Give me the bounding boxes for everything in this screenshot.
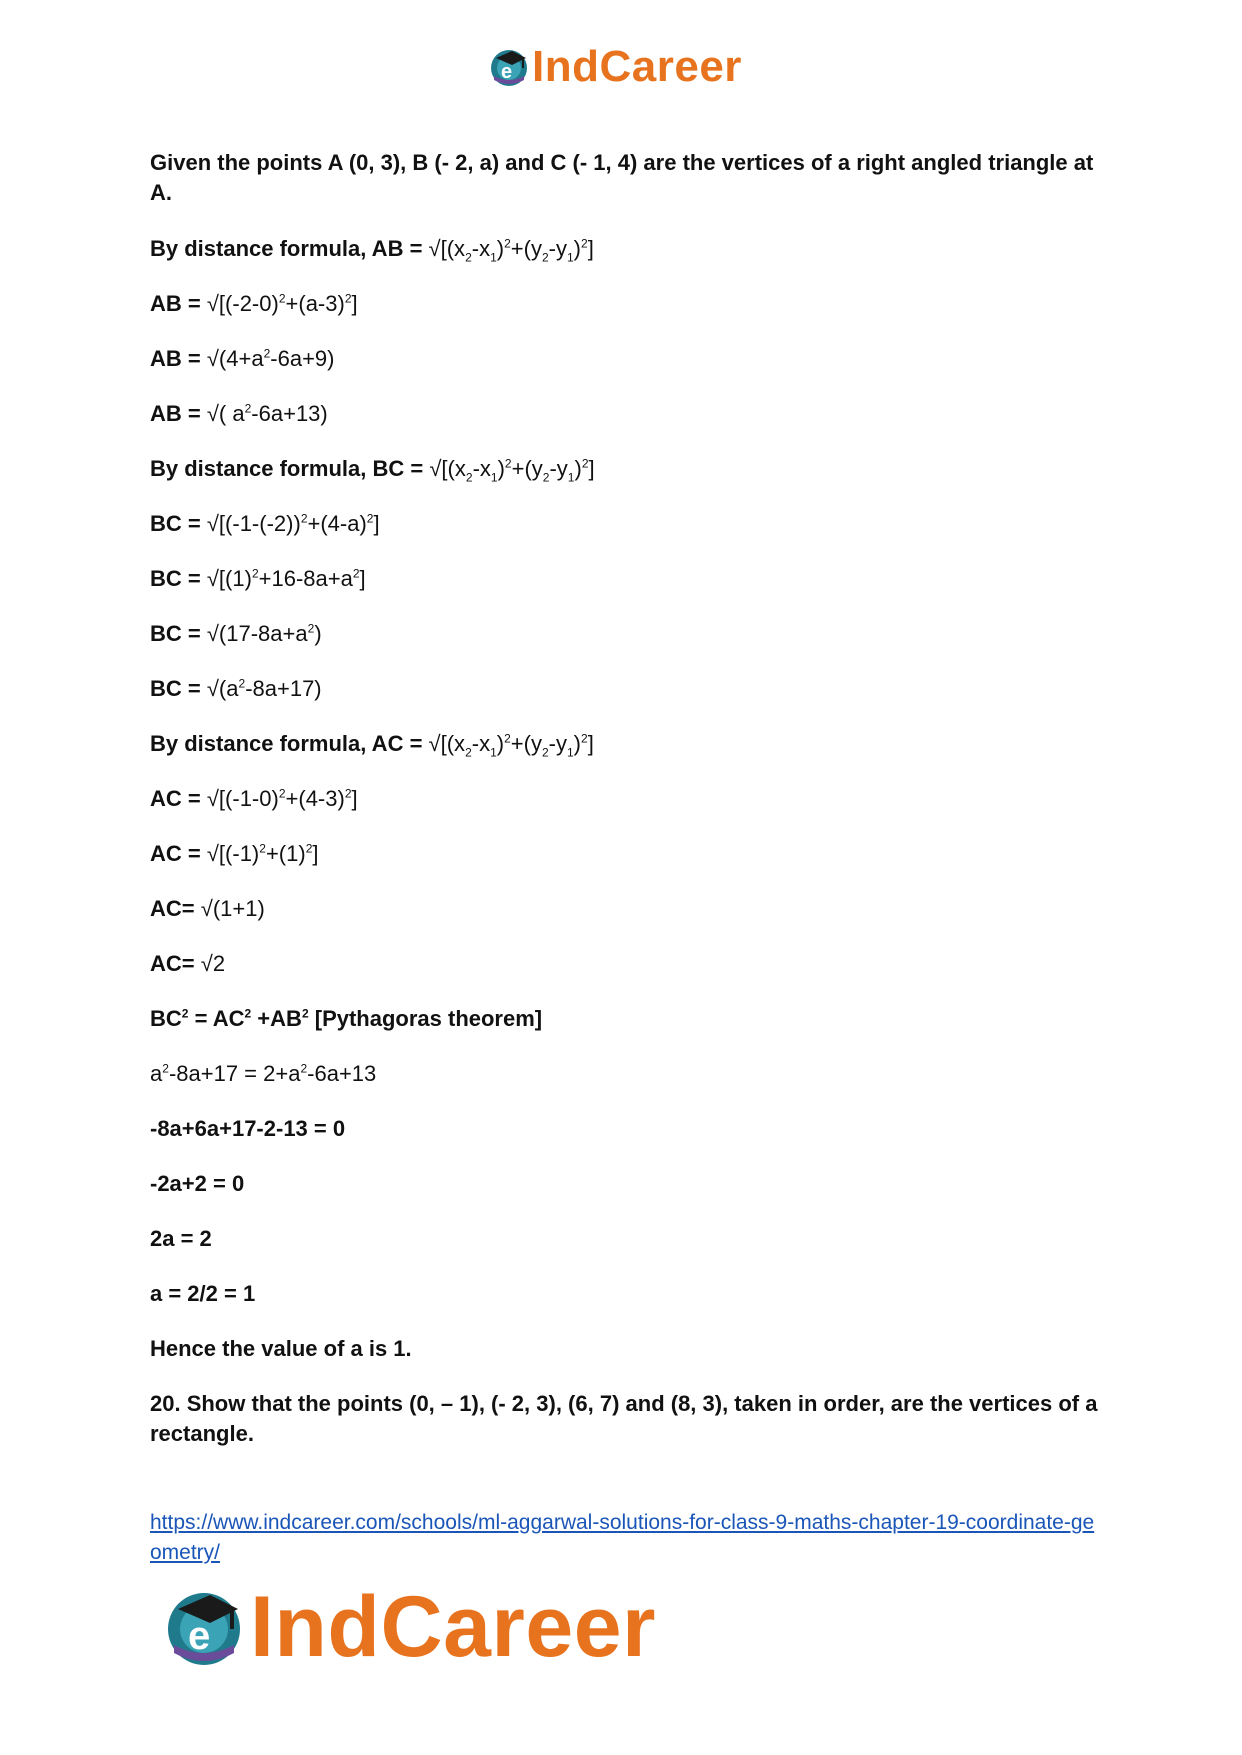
bc-step-2: BC = $√[(1)^2+16-8a+a^2]$: [150, 566, 366, 591]
equation-line-2: -2a+2 = 0: [150, 1171, 245, 1196]
bc-step-3: BC = $√(17-8a+a^2)$: [150, 621, 322, 646]
equation-line-1: -8a+6a+17-2-13 = 0: [150, 1116, 346, 1141]
graduation-cap-globe-icon: [488, 46, 530, 88]
ac-step-4: AC= √2: [150, 951, 226, 976]
svg-text:e: e: [188, 1614, 211, 1658]
header-logo: [488, 42, 742, 92]
source-url-link[interactable]: https://www.indcareer.com/schools/ml-aggarwal-solutions-for-class-9-maths-chapter-19-coordinate-geometry/: [150, 1511, 1095, 1564]
ab-step-2: AB = $√(4+a^2-6a+9)$: [150, 346, 335, 371]
next-question: 20. Show that the points (0, – 1), (- 2, 3), (6, 7) and (8, 3), taken in order, are the vertices of a rectangle.: [150, 1391, 1098, 1446]
bc-step-1: BC = $√[(-1-(-2))^2+(4-a)^2]$: [150, 511, 380, 536]
footer-logo-text: IndCareer: [250, 1578, 656, 1675]
svg-text:e: e: [501, 61, 513, 83]
footer-logo: [162, 1578, 656, 1675]
graduation-cap-globe-icon: [162, 1585, 246, 1669]
ac-formula-line: By distance formula, AC = $√[(x_2-x_1)^2+(y_2-y_1)^2]$: [150, 731, 594, 760]
ab-step-3: AB = √( $a^2-6a+13$): [150, 401, 328, 426]
conclusion: Hence the value of a is 1.: [150, 1336, 412, 1361]
expanded-equation: $a^2-8a+17 = 2+a^2-6a+13$: [150, 1061, 377, 1086]
bc-formula-line: By distance formula, BC = $√[(x_2-x_1)^2+(y_2-y_1)^2]$: [150, 456, 595, 485]
ab-formula-expr: $√[(x_2-x_1)^2+(y_2-y_1)^2]$: [428, 236, 594, 265]
pythagoras-line: $BC^2 = AC^2 +AB^2$ [Pythagoras theorem]: [150, 1006, 543, 1031]
ac-step-3: AC= √(1+1): [150, 896, 265, 921]
equation-line-4: a = 2/2 = 1: [150, 1281, 256, 1306]
ab-step-1: AB = $√[(-2-0)^2+(a-3)^2]$: [150, 291, 358, 316]
header-logo-text: IndCareer: [532, 42, 742, 91]
bc-step-4: BC = $√(a^2-8a+17)$: [150, 676, 322, 701]
equation-line-3: 2a = 2: [150, 1226, 212, 1251]
ac-step-1: AC = $√[(-1-0)^2+(4-3)^2]$: [150, 786, 358, 811]
ab-formula-line: By distance formula, AB = $√[(x_2-x_1)^2+(y_2-y_1)^2]$: [150, 236, 594, 265]
ac-step-2: AC = $√[(-1)^2+(1)^2]$: [150, 841, 319, 866]
problem-intro: Given the points A (0, 3), B (- 2, a) and C (- 1, 4) are the vertices of a right angled triangle at A.: [150, 150, 1094, 205]
